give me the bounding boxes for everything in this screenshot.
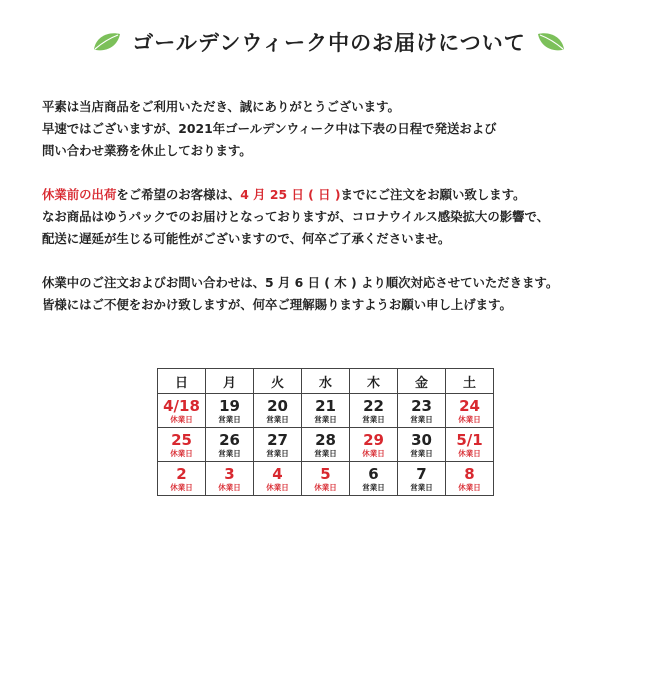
weekday-header: 木 <box>350 369 398 394</box>
page-title: ゴールデンウィーク中のお届けについて <box>132 31 526 55</box>
day-status: 営業日 <box>362 483 385 492</box>
day-number: 22 <box>363 397 384 415</box>
weekday-header: 土 <box>446 369 494 394</box>
calendar-day-cell <box>350 428 398 462</box>
calendar-day-cell <box>302 462 350 496</box>
calendar-day-cell <box>158 394 206 428</box>
day-status: 休業日 <box>458 415 481 424</box>
day-status: 休業日 <box>218 483 241 492</box>
weekday-header: 火 <box>254 369 302 394</box>
text-line <box>42 184 642 206</box>
notice-body <box>42 96 642 338</box>
leaf-icon <box>92 31 122 53</box>
text-line: 問い合わせ業務を休止しております。 <box>42 143 252 158</box>
calendar-day-cell <box>398 394 446 428</box>
leaf-icon <box>536 31 566 53</box>
day-status: 営業日 <box>410 415 433 424</box>
day-number: 25 <box>171 431 192 449</box>
day-number: 4/18 <box>163 397 200 415</box>
calendar-day-cell <box>158 428 206 462</box>
text-line: なお商品はゆうパックでのお届けとなっておりますが、コロナウイルス感染拡大の影響で、 <box>42 209 550 224</box>
calendar-week-row <box>158 394 494 428</box>
calendar-day-cell <box>158 462 206 496</box>
day-status: 休業日 <box>362 449 385 458</box>
day-status: 営業日 <box>410 449 433 458</box>
day-status: 営業日 <box>410 483 433 492</box>
weekday-header: 月 <box>206 369 254 394</box>
day-status: 休業日 <box>458 449 481 458</box>
shipping-calendar <box>157 368 494 496</box>
day-number: 2 <box>176 465 187 483</box>
day-number: 7 <box>416 465 427 483</box>
day-number: 23 <box>411 397 432 415</box>
highlight-text: 休業前の出荷 <box>42 187 117 202</box>
day-status: 休業日 <box>314 483 337 492</box>
day-number: 30 <box>411 431 432 449</box>
day-number: 29 <box>363 431 384 449</box>
day-number: 6 <box>368 465 379 483</box>
day-status: 営業日 <box>266 449 289 458</box>
day-status: 営業日 <box>266 415 289 424</box>
calendar-week-row <box>158 428 494 462</box>
calendar-day-cell <box>206 394 254 428</box>
day-status: 休業日 <box>170 415 193 424</box>
deadline-paragraph <box>42 184 642 250</box>
title-row <box>0 24 658 60</box>
text-line: 配送に遅延が生じる可能性がございますので、何卒ご了承くださいませ。 <box>42 231 451 246</box>
weekday-header: 日 <box>158 369 206 394</box>
calendar-day-cell <box>398 462 446 496</box>
text-line: 早速ではございますが、2021年ゴールデンウィーク中は下表の日程で発送および <box>42 121 497 136</box>
day-status: 営業日 <box>314 449 337 458</box>
day-status: 営業日 <box>314 415 337 424</box>
calendar-day-cell <box>254 394 302 428</box>
day-number: 20 <box>267 397 288 415</box>
calendar-day-cell <box>446 462 494 496</box>
resume-paragraph <box>42 272 642 316</box>
weekday-header: 水 <box>302 369 350 394</box>
day-number: 3 <box>224 465 235 483</box>
calendar-day-cell <box>398 428 446 462</box>
calendar-day-cell <box>206 428 254 462</box>
greeting-paragraph <box>42 96 642 162</box>
day-number: 26 <box>219 431 240 449</box>
day-status: 休業日 <box>170 449 193 458</box>
day-status: 休業日 <box>170 483 193 492</box>
day-number: 5/1 <box>456 431 483 449</box>
day-number: 5 <box>320 465 331 483</box>
day-status: 営業日 <box>218 415 241 424</box>
body-text: までにご注文をお願い致します。 <box>340 187 526 202</box>
day-status: 営業日 <box>218 449 241 458</box>
calendar-day-cell <box>302 394 350 428</box>
calendar-day-cell <box>302 428 350 462</box>
body-text: をご希望のお客様は、 <box>116 187 241 202</box>
calendar-day-cell <box>350 394 398 428</box>
text-line: 休業中のご注文およびお問い合わせは、5 月 6 日 ( 木 ) より順次対応させていただきます。 <box>42 275 559 290</box>
calendar-day-cell <box>254 428 302 462</box>
day-status: 休業日 <box>458 483 481 492</box>
day-status: 休業日 <box>266 483 289 492</box>
day-number: 24 <box>459 397 480 415</box>
day-number: 8 <box>464 465 475 483</box>
day-number: 28 <box>315 431 336 449</box>
calendar-day-cell <box>254 462 302 496</box>
calendar-day-cell <box>446 428 494 462</box>
deadline-date: 4 月 25 日 ( 日 ) <box>240 187 341 202</box>
day-status: 営業日 <box>362 415 385 424</box>
text-line: 平素は当店商品をご利用いただき、誠にありがとうございます。 <box>42 99 400 114</box>
calendar-day-cell <box>446 394 494 428</box>
day-number: 4 <box>272 465 283 483</box>
weekday-header-row <box>158 369 494 394</box>
calendar-day-cell <box>206 462 254 496</box>
day-number: 27 <box>267 431 288 449</box>
calendar-day-cell <box>350 462 398 496</box>
calendar-week-row <box>158 462 494 496</box>
text-line: 皆様にはご不便をおかけ致しますが、何卒ご理解賜りますようお願い申し上げます。 <box>42 297 512 312</box>
day-number: 21 <box>315 397 336 415</box>
day-number: 19 <box>219 397 240 415</box>
weekday-header: 金 <box>398 369 446 394</box>
